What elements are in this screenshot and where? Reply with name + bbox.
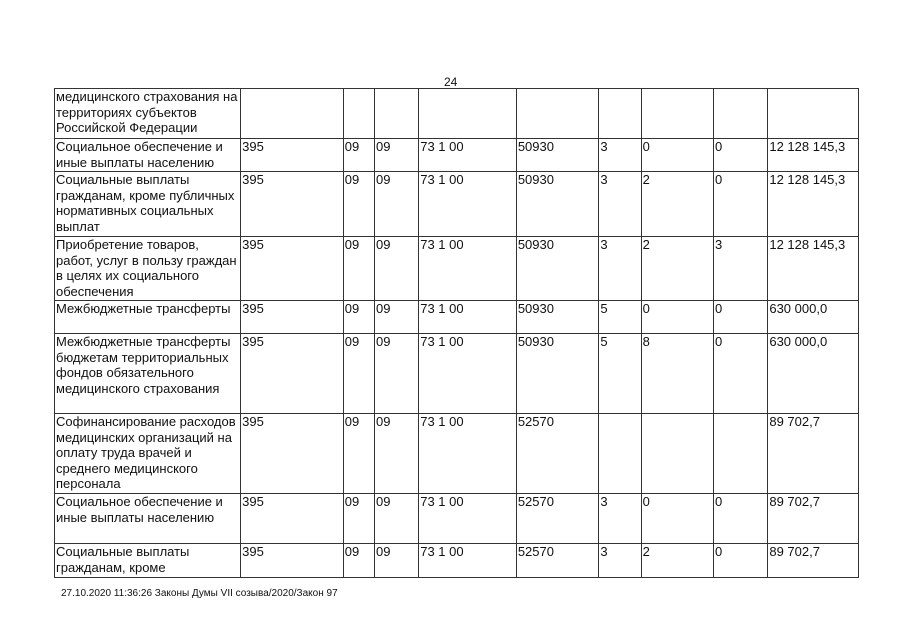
expense-group-cell: 5 (599, 301, 641, 334)
section-cell: 09 (343, 494, 374, 544)
expense-subgroup-cell: 2 (641, 172, 713, 237)
ministry-code-cell: 395 (241, 494, 344, 544)
subsection-cell: 09 (374, 414, 418, 494)
program-code-cell: 73 1 00 (419, 544, 517, 578)
amount-cell: 89 702,7 (768, 414, 859, 494)
row-name-cell: Межбюджетные трансферты (55, 301, 241, 334)
ministry-code-cell: 395 (241, 414, 344, 494)
section-cell: 09 (343, 139, 374, 172)
amount-cell (768, 89, 859, 139)
table-row (55, 334, 859, 414)
row-name-cell: Социальные выплаты гражданам, кроме публичных нормативных социальных выплат (55, 172, 241, 237)
amount-cell: 89 702,7 (768, 544, 859, 578)
program-code-cell (419, 89, 517, 139)
section-cell: 09 (343, 237, 374, 301)
page-number: 24 (444, 75, 458, 89)
table-row (55, 414, 859, 494)
expense-group-cell: 3 (599, 139, 641, 172)
expense-group-cell: 5 (599, 334, 641, 414)
ministry-code-cell: 395 (241, 301, 344, 334)
table-row (55, 494, 859, 544)
section-cell: 09 (343, 301, 374, 334)
ministry-code-cell: 395 (241, 334, 344, 414)
expense-subgroup-cell: 2 (641, 237, 713, 301)
expense-subgroup-cell: 0 (641, 494, 713, 544)
direction-code-cell: 50930 (516, 301, 599, 334)
table-row (55, 172, 859, 237)
expense-subgroup-cell: 0 (641, 301, 713, 334)
program-code-cell: 73 1 00 (419, 237, 517, 301)
section-cell: 09 (343, 334, 374, 414)
expense-element-cell: 0 (714, 139, 768, 172)
row-name-cell: Межбюджетные трансферты бюджетам территориальных фондов обязательного медицинского страхования (55, 334, 241, 414)
amount-cell: 630 000,0 (768, 301, 859, 334)
amount-cell: 12 128 145,3 (768, 172, 859, 237)
expense-group-cell: 3 (599, 172, 641, 237)
subsection-cell: 09 (374, 494, 418, 544)
program-code-cell: 73 1 00 (419, 301, 517, 334)
expense-group-cell (599, 89, 641, 139)
table-row (55, 544, 859, 578)
budget-table (54, 88, 859, 578)
table-row (55, 89, 859, 139)
expense-subgroup-cell: 0 (641, 139, 713, 172)
ministry-code-cell: 395 (241, 172, 344, 237)
program-code-cell: 73 1 00 (419, 172, 517, 237)
expense-subgroup-cell (641, 89, 713, 139)
section-cell (343, 89, 374, 139)
ministry-code-cell (241, 89, 344, 139)
subsection-cell: 09 (374, 139, 418, 172)
expense-subgroup-cell: 8 (641, 334, 713, 414)
subsection-cell (374, 89, 418, 139)
direction-code-cell: 52570 (516, 414, 599, 494)
ministry-code-cell: 395 (241, 139, 344, 172)
expense-element-cell: 0 (714, 301, 768, 334)
section-cell: 09 (343, 172, 374, 237)
table-row (55, 237, 859, 301)
direction-code-cell: 50930 (516, 172, 599, 237)
section-cell: 09 (343, 544, 374, 578)
direction-code-cell: 50930 (516, 334, 599, 414)
expense-element-cell: 3 (714, 237, 768, 301)
expense-group-cell: 3 (599, 494, 641, 544)
expense-group-cell (599, 414, 641, 494)
expense-subgroup-cell (641, 414, 713, 494)
expense-group-cell: 3 (599, 544, 641, 578)
ministry-code-cell: 395 (241, 544, 344, 578)
subsection-cell: 09 (374, 301, 418, 334)
expense-element-cell: 0 (714, 172, 768, 237)
row-name-cell: Софинансирование расходов медицинских организаций на оплату труда врачей и среднего медицинского персонала (55, 414, 241, 494)
subsection-cell: 09 (374, 544, 418, 578)
ministry-code-cell: 395 (241, 237, 344, 301)
program-code-cell: 73 1 00 (419, 334, 517, 414)
row-name-cell: Социальное обеспечение и иные выплаты населению (55, 494, 241, 544)
expense-group-cell: 3 (599, 237, 641, 301)
expense-element-cell: 0 (714, 334, 768, 414)
amount-cell: 12 128 145,3 (768, 237, 859, 301)
subsection-cell: 09 (374, 334, 418, 414)
section-cell: 09 (343, 414, 374, 494)
expense-element-cell (714, 414, 768, 494)
program-code-cell: 73 1 00 (419, 139, 517, 172)
direction-code-cell: 50930 (516, 237, 599, 301)
subsection-cell: 09 (374, 237, 418, 301)
row-name-cell: Приобретение товаров, работ, услуг в пользу граждан в целях их социального обеспечения (55, 237, 241, 301)
direction-code-cell: 52570 (516, 544, 599, 578)
subsection-cell: 09 (374, 172, 418, 237)
program-code-cell: 73 1 00 (419, 494, 517, 544)
table-row (55, 139, 859, 172)
amount-cell: 12 128 145,3 (768, 139, 859, 172)
expense-element-cell (714, 89, 768, 139)
table-row (55, 301, 859, 334)
row-name-cell: медицинского страхования на территориях субъектов Российской Федерации (55, 89, 241, 139)
direction-code-cell: 52570 (516, 494, 599, 544)
direction-code-cell: 50930 (516, 139, 599, 172)
expense-element-cell: 0 (714, 494, 768, 544)
amount-cell: 89 702,7 (768, 494, 859, 544)
row-name-cell: Социальные выплаты гражданам, кроме (55, 544, 241, 578)
document-footer: 27.10.2020 11:36:26 Законы Думы VII созыва/2020/Закон 97 (61, 588, 338, 599)
expense-subgroup-cell: 2 (641, 544, 713, 578)
program-code-cell: 73 1 00 (419, 414, 517, 494)
expense-element-cell: 0 (714, 544, 768, 578)
row-name-cell: Социальное обеспечение и иные выплаты населению (55, 139, 241, 172)
direction-code-cell (516, 89, 599, 139)
amount-cell: 630 000,0 (768, 334, 859, 414)
